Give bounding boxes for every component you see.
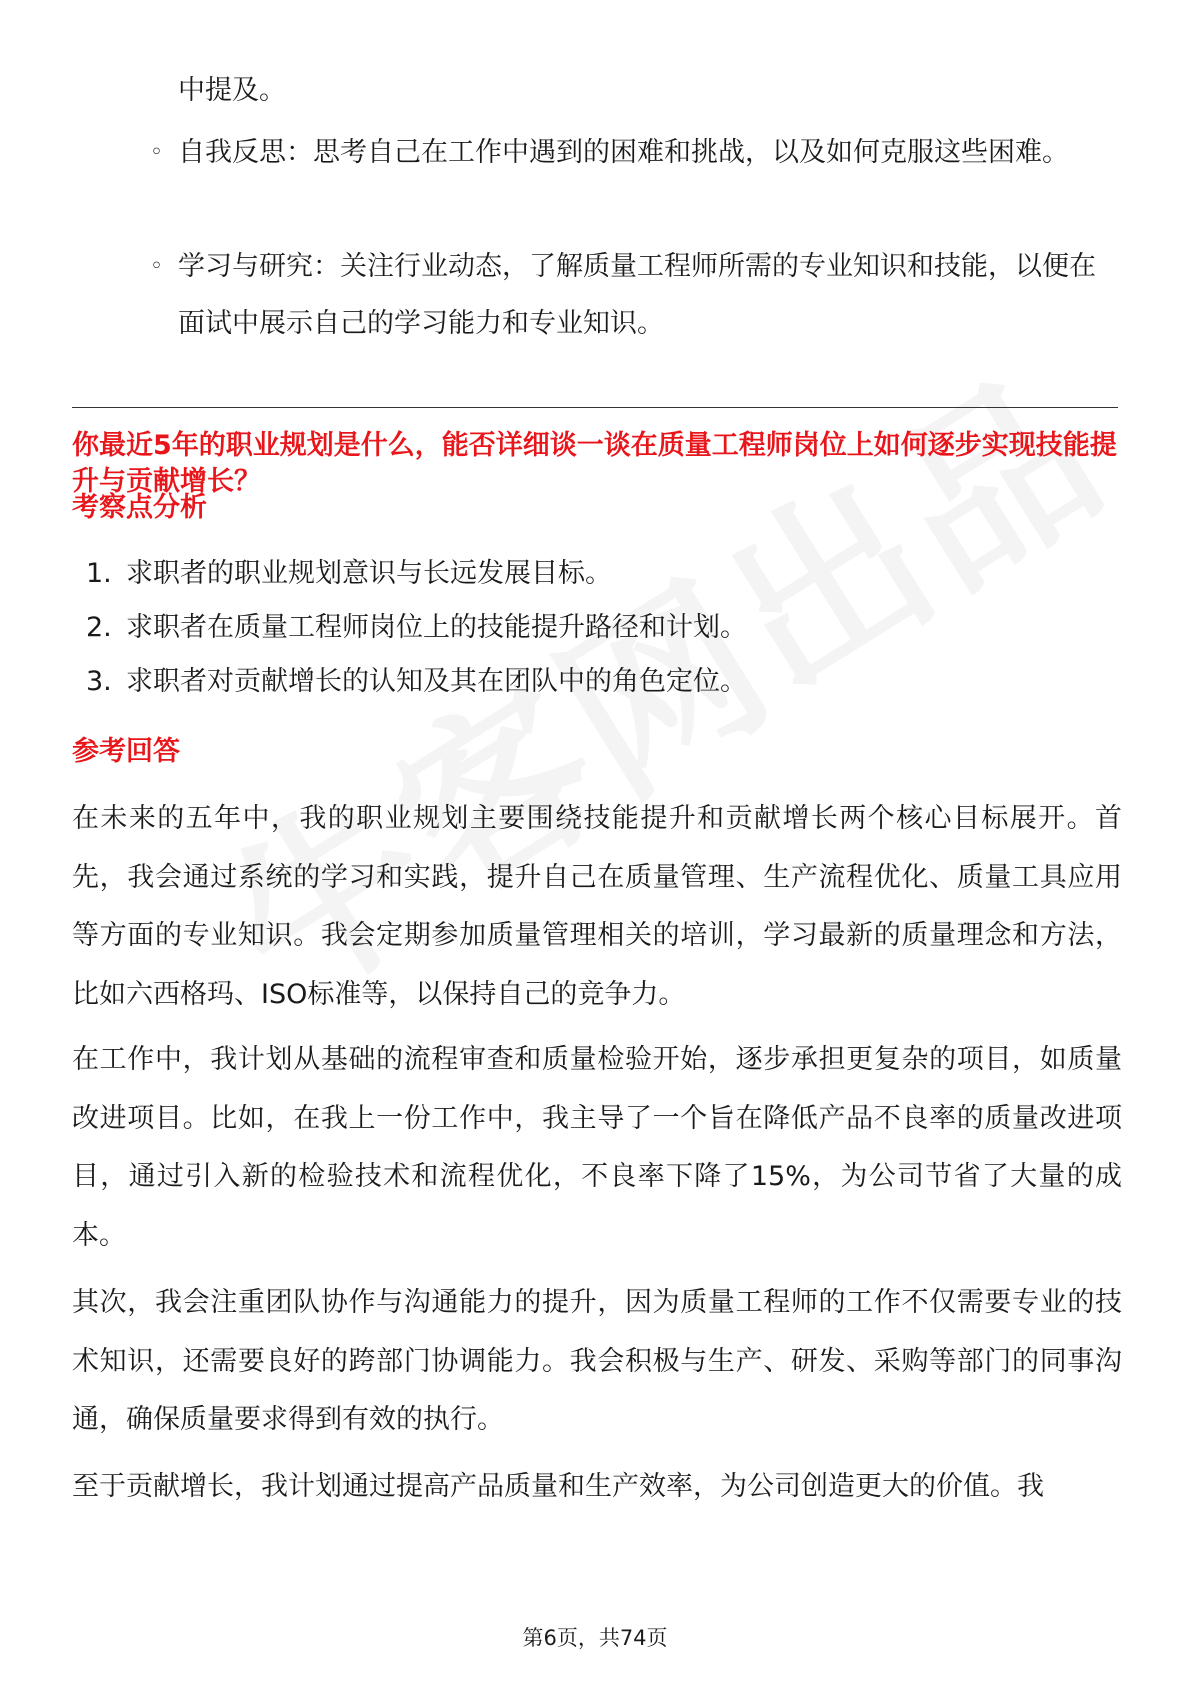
item-number: 2. bbox=[86, 612, 112, 643]
bullet-item bbox=[150, 124, 1110, 181]
question-heading: 你最近5年的职业规划是什么，能否详细谈一谈在质量工程师岗位上如何逐步实现技能提升与贡献增长？ bbox=[72, 430, 1117, 497]
answer-paragraph: 其次，我会注重团队协作与沟通能力的提升，因为质量工程师的工作不仅需要专业的技术知识，还需要良好的跨部门协调能力。我会积极与生产、研发、采购等部门的同事沟通，确保质量要求得到有效的执行。 bbox=[72, 1287, 1122, 1435]
item-text: 求职者的职业规划意识与长远发展目标。 bbox=[126, 558, 612, 589]
bullet-marker: ◦ bbox=[150, 254, 163, 279]
item-text: 求职者对贡献增长的认知及其在团队中的角色定位。 bbox=[126, 666, 747, 697]
item-number: 1. bbox=[86, 558, 112, 589]
analysis-item bbox=[86, 599, 747, 656]
item-text: 求职者在质量工程师岗位上的技能提升路径和计划。 bbox=[126, 612, 747, 643]
analysis-item bbox=[86, 545, 612, 602]
section-divider bbox=[72, 407, 1118, 408]
continuation-text: 中提及。 bbox=[178, 75, 286, 106]
answer-heading: 参考回答 bbox=[72, 736, 180, 767]
page-footer: 第6页，共74页 bbox=[522, 1626, 668, 1650]
bullet-marker: ◦ bbox=[150, 140, 163, 165]
answer-paragraph: 在工作中，我计划从基础的流程审查和质量检验开始，逐步承担更复杂的项目，如质量改进项目。比如，在我上一份工作中，我主导了一个旨在降低产品不良率的质量改进项目，通过引入新的检验技术和流程优化，不良率下降了15%，为公司节省了大量的成本。 bbox=[72, 1044, 1122, 1251]
analysis-item bbox=[86, 653, 747, 710]
bullet-text: 自我反思：思考自己在工作中遇到的困难和挑战，以及如何克服这些困难。 bbox=[178, 137, 1069, 168]
answer-paragraph: 在未来的五年中，我的职业规划主要围绕技能提升和贡献增长两个核心目标展开。首先，我会通过系统的学习和实践，提升自己在质量管理、生产流程优化、质量工具应用等方面的专业知识。我会定期参加质量管理相关的培训，学习最新的质量理念和方法，比如六西格玛、ISO标准等，以保持自己的竞争力。 bbox=[72, 803, 1122, 1010]
analysis-heading: 考察点分析 bbox=[72, 492, 207, 523]
item-number: 3. bbox=[86, 666, 112, 697]
bullet-item bbox=[150, 238, 1110, 352]
answer-paragraph: 至于贡献增长，我计划通过提高产品质量和生产效率，为公司创造更大的价值。我 bbox=[72, 1471, 1044, 1502]
bullet-text: 学习与研究：关注行业动态，了解质量工程师所需的专业知识和技能，以便在面试中展示自己的学习能力和专业知识。 bbox=[178, 251, 1096, 339]
